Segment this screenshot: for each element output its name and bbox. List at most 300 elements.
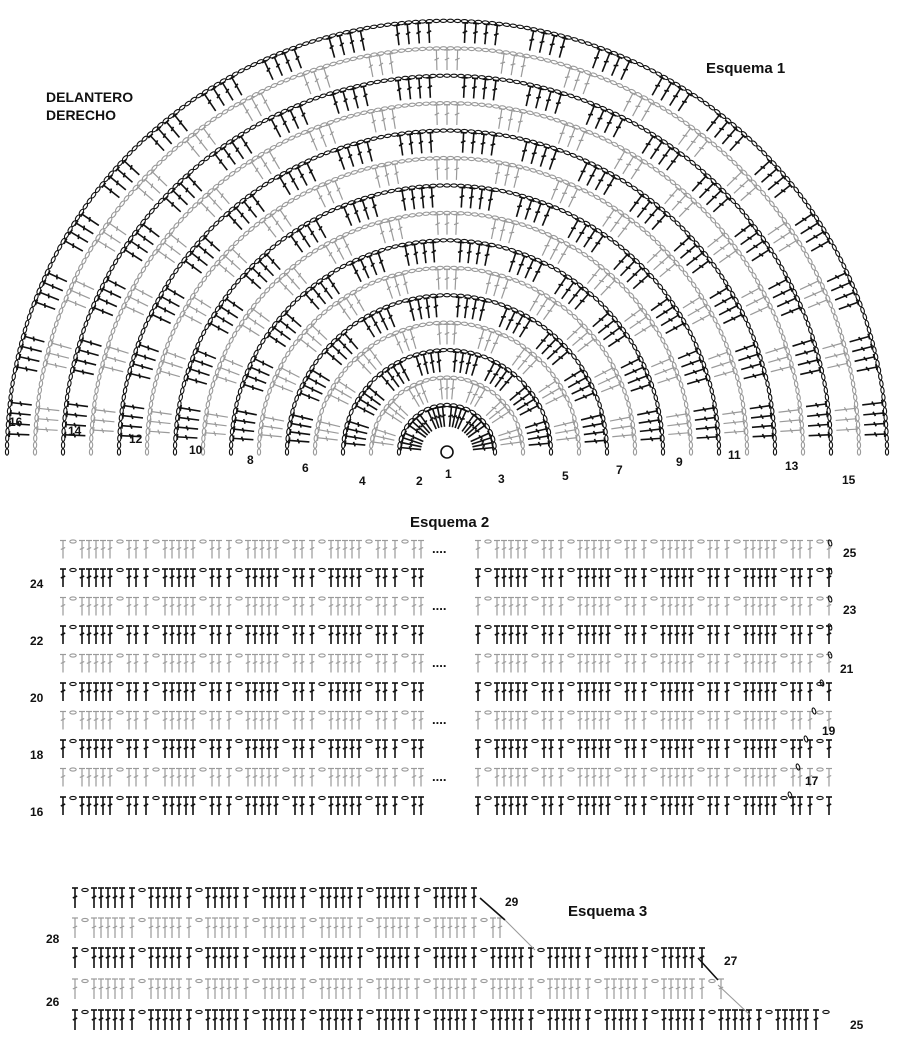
- fan-chain: [324, 395, 330, 402]
- rect2-dc-stitch: [494, 541, 500, 559]
- fan-chain: [23, 326, 28, 333]
- fan-chain: [423, 267, 430, 271]
- rect3-slant: [480, 898, 505, 920]
- fan-dc-stitch: [566, 219, 581, 239]
- fan-dc-stitch: [259, 92, 273, 113]
- rect3-dc-stitch: [119, 948, 125, 968]
- fan-chain: [61, 301, 66, 308]
- rect2-chain: [402, 540, 408, 543]
- fan-dc-stitch: [332, 240, 347, 260]
- rect2-dc-stitch: [169, 712, 175, 730]
- fan-chain: [611, 141, 618, 147]
- rect2-chain: [817, 654, 823, 657]
- rect2-dc-stitch: [209, 569, 215, 587]
- fan-chain: [840, 334, 845, 341]
- fan-chain: [264, 86, 271, 92]
- rect3-dc-stitch: [262, 918, 268, 938]
- fan-chain: [379, 336, 386, 342]
- fan-dc-stitch: [691, 312, 711, 327]
- rect3-dc-stitch: [276, 1010, 282, 1030]
- fan-chain: [378, 248, 385, 253]
- fan-chain: [447, 47, 453, 50]
- rect2-dc-stitch: [79, 626, 85, 644]
- rect3-dc-stitch: [675, 1010, 681, 1030]
- fan-dc-stitch: [469, 133, 477, 153]
- fan-chain: [543, 172, 550, 177]
- rect2-chain: [568, 568, 574, 571]
- rect2-dc-stitch: [273, 598, 279, 616]
- rect3-dc-stitch: [454, 979, 460, 999]
- rect2-dc-stitch: [591, 569, 597, 587]
- rect3-dc-stitch: [504, 1010, 510, 1030]
- rect2-chain: [651, 796, 657, 799]
- rect2-dc-stitch: [382, 541, 388, 559]
- rect2-dc-stitch: [100, 683, 106, 701]
- fan-chain: [820, 282, 826, 289]
- rect3-dc-stitch: [632, 1010, 638, 1030]
- fan-chain: [233, 102, 240, 108]
- rect3-dc-stitch: [357, 979, 363, 999]
- fan-dc-stitch: [639, 102, 654, 122]
- fan-chain: [405, 48, 412, 52]
- fan-dc-stitch: [106, 354, 127, 365]
- rect2-dc-stitch: [375, 712, 381, 730]
- fan-row-6: 6: [302, 461, 309, 475]
- fan-chain: [684, 323, 690, 330]
- fan-chain: [96, 380, 100, 387]
- rect2-dc-stitch: [126, 569, 132, 587]
- rect2-dc-stitch: [674, 541, 680, 559]
- fan-dc-stitch: [66, 297, 87, 310]
- rect3-dc-stitch: [212, 918, 218, 938]
- rect3-dc-stitch: [112, 1010, 118, 1030]
- rect2-dc-stitch: [245, 769, 251, 787]
- rect2-dc-stitch: [667, 740, 673, 758]
- rect2-dc-stitch: [266, 626, 272, 644]
- fan-chain: [471, 212, 478, 216]
- rect2-dc-stitch: [107, 569, 113, 587]
- fan-chain: [855, 408, 859, 415]
- fan-dc-stitch: [389, 109, 398, 130]
- rect2-chain: [817, 739, 823, 742]
- rect3-dc-stitch: [642, 1010, 648, 1030]
- rect3-dc-stitch: [632, 979, 638, 999]
- fan-dc-stitch: [612, 150, 627, 170]
- fan-chain: [737, 381, 742, 388]
- rect3-dc-stitch: [276, 888, 282, 908]
- fan-dc-stitch: [454, 297, 461, 317]
- fan-dc-stitch: [94, 427, 114, 434]
- fan-dc-stitch: [650, 356, 671, 369]
- rect3-dc-stitch: [300, 1010, 306, 1030]
- fan-dc-stitch: [359, 397, 379, 413]
- rect2-dc-stitch: [757, 598, 763, 616]
- rect3-dc-stitch: [340, 979, 346, 999]
- rect2-dc-stitch: [631, 626, 637, 644]
- rect2-dc-stitch: [807, 683, 813, 701]
- rect3-chain: [595, 1010, 601, 1013]
- rect2-dc-stitch: [584, 712, 590, 730]
- fan-dc-stitch: [722, 312, 743, 326]
- rect2-dc-stitch: [508, 683, 514, 701]
- rect2-dc-stitch: [688, 626, 694, 644]
- fan-chain: [229, 449, 232, 455]
- fan-dc-stitch: [780, 305, 801, 318]
- fan-dc-stitch: [580, 74, 593, 95]
- rect2-dc-stitch: [273, 541, 279, 559]
- fan-dc-stitch: [650, 76, 665, 96]
- ellipsis-row-25: ....: [432, 541, 447, 556]
- rect2-dc-stitch: [790, 598, 796, 616]
- fan-chain: [294, 395, 299, 402]
- rect2-dc-stitch: [375, 569, 381, 587]
- fan-dc-stitch: [321, 68, 333, 89]
- fan-dc-stitch: [696, 424, 716, 432]
- fan-chain: [785, 347, 790, 354]
- fan-chain: [437, 184, 443, 187]
- fan-chain: [338, 174, 345, 179]
- fan-chain: [313, 442, 317, 449]
- rect2-chain: [283, 625, 289, 628]
- rect2-dc-stitch: [93, 683, 99, 701]
- fan-dc-stitch: [667, 87, 683, 107]
- fan-chain: [232, 71, 239, 77]
- rect2-dc-stitch: [681, 598, 687, 616]
- fan-chain: [416, 212, 423, 216]
- fan-chain: [252, 92, 259, 98]
- fan-dc-stitch: [571, 71, 583, 92]
- rect3-dc-stitch: [290, 888, 296, 908]
- rect2-dc-stitch: [757, 655, 763, 673]
- rect2-dc-stitch: [624, 626, 630, 644]
- rect3-dc-stitch: [169, 888, 175, 908]
- rect2-dc-stitch: [591, 740, 597, 758]
- fan-chain: [267, 178, 274, 184]
- fan-dc-stitch: [686, 376, 707, 387]
- rect2-chain: [698, 540, 704, 543]
- fan-dc-stitch: [600, 208, 616, 228]
- rect2-dc-stitch: [299, 541, 305, 559]
- fan-dc-stitch: [797, 357, 818, 368]
- fan-dc-stitch: [367, 348, 384, 368]
- fan-chain: [368, 222, 375, 227]
- fan-chain: [666, 349, 672, 356]
- fan-chain: [127, 290, 133, 297]
- fan-dc-stitch: [765, 344, 786, 356]
- rect2-dc-stitch: [724, 683, 730, 701]
- fan-chain: [440, 47, 446, 50]
- rect2-chain: [366, 540, 372, 543]
- rect2-dc-stitch: [226, 712, 232, 730]
- rect2-dc-stitch: [584, 797, 590, 815]
- rect2-dc-stitch: [591, 655, 597, 673]
- rect3-dc-stitch: [129, 918, 135, 938]
- fan-dc-stitch: [249, 97, 264, 117]
- fan-dc-stitch: [185, 139, 202, 158]
- fan-chain: [203, 421, 207, 428]
- rect3-dc-stitch: [611, 1010, 617, 1030]
- rect2-chain: [283, 654, 289, 657]
- fan-dc-stitch: [538, 147, 550, 168]
- fan-dc-stitch: [38, 416, 58, 424]
- rect2-dc-stitch: [764, 626, 770, 644]
- fan-dc-stitch: [262, 432, 282, 440]
- fan-chain: [487, 357, 494, 363]
- fan-dc-stitch: [444, 379, 450, 399]
- fan-chain: [327, 389, 333, 396]
- fan-chain: [17, 346, 22, 353]
- rect2-dc-stitch: [190, 626, 196, 644]
- rect2-chain: [485, 540, 491, 543]
- rect2-chain: [283, 568, 289, 571]
- rect2-dc-stitch: [60, 626, 66, 644]
- rect2-chain: [817, 796, 823, 799]
- esquema-3-title: Esquema 3: [568, 903, 648, 920]
- fan-chain: [319, 93, 326, 98]
- rect2-chain: [319, 796, 325, 799]
- fan-dc-stitch: [289, 234, 305, 254]
- fan-dc-stitch: [304, 162, 318, 183]
- fan-chain: [416, 102, 423, 106]
- rect2-dc-stitch: [605, 683, 611, 701]
- fan-chain: [475, 324, 482, 329]
- rect2-dc-stitch: [688, 541, 694, 559]
- rect2-dc-stitch: [143, 712, 149, 730]
- rect3-dc-stitch: [376, 979, 382, 999]
- fan-dc-stitch: [555, 427, 576, 436]
- rect2-dc-stitch: [143, 769, 149, 787]
- rect3-dc-stitch: [290, 918, 296, 938]
- rect3-dc-stitch: [105, 948, 111, 968]
- fan-dc-stitch: [108, 221, 128, 237]
- rect2-dc-stitch: [216, 655, 222, 673]
- fan-chain: [587, 100, 594, 105]
- rect2-dc-stitch: [259, 712, 265, 730]
- rect3-dc-stitch: [461, 979, 467, 999]
- rect2-dc-stitch: [356, 598, 362, 616]
- rect2-dc-stitch: [757, 797, 763, 815]
- rect2-dc-stitch: [375, 541, 381, 559]
- rect3-dc-stitch: [511, 1010, 517, 1030]
- rect3-chain: [310, 948, 316, 951]
- fan-chain: [872, 346, 877, 353]
- fan-dc-stitch: [444, 50, 450, 70]
- rect2-dc-stitch: [771, 712, 777, 730]
- fan-chain: [605, 442, 608, 449]
- rect2-dc-stitch: [515, 797, 521, 815]
- rect2-dc-stitch: [169, 655, 175, 673]
- rect2-dc-stitch: [591, 541, 597, 559]
- rect2-dc-stitch: [216, 541, 222, 559]
- rect2-chain: [781, 625, 787, 628]
- rect3-dc-stitch: [262, 888, 268, 908]
- rect3-dc-stitch: [390, 979, 396, 999]
- fan-dc-stitch: [407, 134, 415, 155]
- fan-dc-stitch: [12, 400, 33, 408]
- rect3-dc-stitch: [383, 979, 389, 999]
- rect2-dc-stitch: [226, 740, 232, 758]
- fan-chain: [118, 309, 123, 316]
- fan-dc-stitch: [739, 231, 759, 248]
- fan-chain: [717, 442, 720, 448]
- rect2-dc-stitch: [169, 541, 175, 559]
- fan-dc-stitch: [272, 56, 285, 77]
- rect3-dc-stitch: [300, 979, 306, 999]
- rect3-dc-stitch: [699, 979, 705, 999]
- rect2-dc-stitch: [667, 569, 673, 587]
- fan-chain: [643, 128, 650, 134]
- rect2-dc-stitch: [216, 683, 222, 701]
- rect2-dc-stitch: [93, 598, 99, 616]
- rect3-dc-stitch: [813, 1010, 819, 1030]
- rect3-dc-stitch: [433, 888, 439, 908]
- fan-chain: [479, 103, 486, 107]
- rect2-row-23: 23: [843, 603, 857, 617]
- fan-chain: [537, 57, 544, 62]
- rect2-dc-stitch: [273, 712, 279, 730]
- rect2-dc-stitch: [169, 797, 175, 815]
- fan-dc-stitch: [734, 342, 755, 354]
- rect2-dc-stitch: [541, 712, 547, 730]
- fan-dc-stitch: [163, 359, 184, 371]
- fan-dc-stitch: [183, 312, 203, 327]
- fan-dc-stitch: [177, 434, 197, 441]
- rect3-row-25: 25: [850, 1018, 864, 1032]
- rect2-dc-stitch: [133, 598, 139, 616]
- fan-chain: [465, 267, 472, 271]
- rect3-dc-stitch: [326, 948, 332, 968]
- rect3-dc-stitch: [283, 888, 289, 908]
- rect3-chain: [139, 1010, 145, 1013]
- fan-dc-stitch: [223, 356, 244, 369]
- fan-chain: [336, 235, 343, 241]
- fan-dc-stitch: [214, 187, 232, 206]
- fan-chain: [174, 428, 178, 435]
- fan-chain: [595, 395, 600, 402]
- fan-dc-stitch: [382, 166, 392, 187]
- rect2-chain: [781, 597, 787, 600]
- fan-chain: [576, 155, 583, 161]
- rect2-row-24: 24: [30, 577, 44, 591]
- fan-chain: [510, 135, 517, 139]
- fan-dc-stitch: [67, 411, 88, 419]
- fan-chain: [444, 74, 450, 77]
- fan-dc-stitch: [518, 403, 539, 418]
- rect2-dc-stitch: [183, 626, 189, 644]
- rect2-chain: [283, 739, 289, 742]
- fan-chain: [461, 157, 468, 161]
- rect3-dc-stitch: [471, 1010, 477, 1030]
- rect2-dc-stitch: [266, 569, 272, 587]
- fan-chain: [108, 334, 113, 341]
- fan-chain: [285, 442, 288, 449]
- fan-dc-stitch: [543, 91, 554, 112]
- rect2-dc-stitch: [790, 626, 796, 644]
- rect2-dc-stitch: [190, 797, 196, 815]
- fan-dc-stitch: [547, 35, 558, 56]
- rect2-dc-stitch: [660, 797, 666, 815]
- fan-chain: [881, 394, 885, 401]
- fan-chain: [519, 280, 526, 285]
- rect3-dc-stitch: [454, 888, 460, 908]
- rect2-dc-stitch: [501, 655, 507, 673]
- fan-chain: [848, 367, 852, 374]
- fan-chain: [405, 158, 412, 162]
- rect2-chain: [532, 654, 538, 657]
- fan-chain: [567, 401, 572, 408]
- rect2-edge-chain: [811, 707, 816, 714]
- rect2-dc-stitch: [641, 797, 647, 815]
- fan-chain: [635, 92, 642, 98]
- fan-chain: [92, 401, 96, 408]
- rect3-dc-stitch: [319, 948, 325, 968]
- fan-chain: [594, 103, 601, 108]
- fan-chain: [454, 19, 460, 22]
- fan-chain: [71, 360, 76, 367]
- rect2-dc-stitch: [133, 712, 139, 730]
- rect2-dc-stitch: [591, 797, 597, 815]
- rect2-chain: [532, 597, 538, 600]
- rect2-dc-stitch: [714, 712, 720, 730]
- rect2-dc-stitch: [522, 683, 528, 701]
- fan-chain: [798, 401, 802, 408]
- fan-dc-stitch: [434, 160, 441, 180]
- rect2-dc-stitch: [133, 797, 139, 815]
- rect3-dc-stitch: [91, 948, 97, 968]
- fan-chain: [481, 354, 488, 359]
- fan-chain: [610, 80, 617, 86]
- fan-dc-stitch: [718, 249, 738, 265]
- rect3-dc-stitch: [756, 1010, 762, 1030]
- fan-dc-stitch: [836, 426, 856, 433]
- fan-chain: [489, 159, 496, 163]
- fan-dc-stitch: [584, 166, 598, 187]
- rect2-dc-stitch: [797, 769, 803, 787]
- rect2-dc-stitch: [100, 712, 106, 730]
- fan-dc-stitch: [261, 220, 278, 239]
- rect2-chain: [532, 625, 538, 628]
- fan-dc-stitch: [250, 194, 267, 214]
- rect2-dc-stitch: [86, 683, 92, 701]
- fan-dc-stitch: [680, 357, 701, 370]
- fan-dc-stitch: [526, 426, 547, 436]
- rect2-dc-stitch: [328, 797, 334, 815]
- rect2-chain: [283, 597, 289, 600]
- fan-dc-stitch: [826, 270, 847, 284]
- rect2-chain: [402, 796, 408, 799]
- rect2-dc-stitch: [107, 683, 113, 701]
- fan-chain: [597, 75, 604, 80]
- rect3-dc-stitch: [212, 888, 218, 908]
- fan-dc-stitch: [95, 407, 116, 415]
- fan-dc-stitch: [39, 290, 60, 303]
- fan-dc-stitch: [384, 307, 397, 328]
- fan-chain: [368, 280, 375, 285]
- rect2-dc-stitch: [598, 569, 604, 587]
- rect2-dc-stitch: [605, 569, 611, 587]
- rect3-chain: [82, 1010, 88, 1013]
- fan-chain: [755, 278, 761, 285]
- fan-dc-stitch: [795, 347, 816, 358]
- rect3-dc-stitch: [568, 979, 574, 999]
- fan-dc-stitch: [666, 411, 687, 420]
- fan-chain: [115, 315, 120, 322]
- rect2-chain: [485, 568, 491, 571]
- fan-chain: [570, 153, 577, 158]
- fan-dc-stitch: [600, 382, 621, 395]
- fan-dc-stitch: [234, 426, 255, 434]
- rect2-dc-stitch: [674, 655, 680, 673]
